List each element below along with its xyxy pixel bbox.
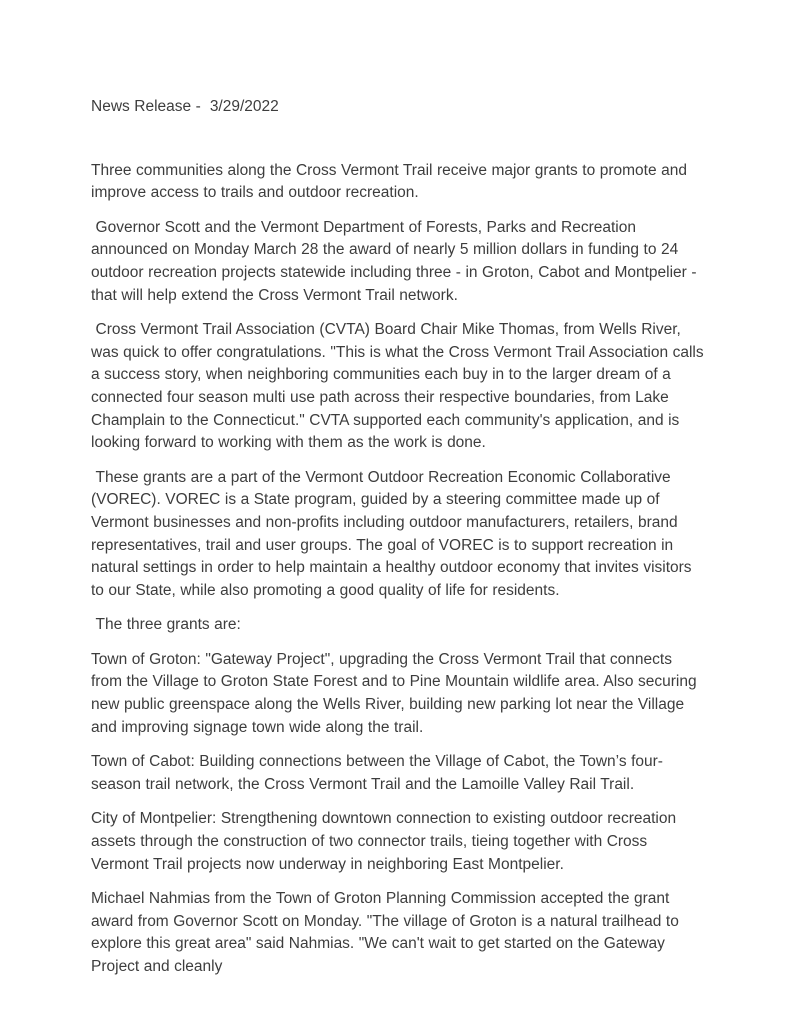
paragraph-town-of-cabot: Town of Cabot: Building connections between the Village of Cabot, the Town’s four-season trail network, the Cross Vermont Trail and the Lamoille Valley Rail Trail. bbox=[91, 753, 663, 793]
paragraph-three-grants-lead: The three grants are: bbox=[91, 616, 241, 634]
document-content bbox=[91, 96, 707, 991]
paragraph-cvta-quote: Cross Vermont Trail Association (CVTA) Board Chair Mike Thomas, from Wells River, was quick to offer congratulations. "This is what the Cross Vermont Trail Association calls a success story, when neighboring communities each buy in to the larger dream of a connected four season multi use path across their respective boundaries, from Lake Champlain to the Connecticut." CVTA supported each community's application, and is looking forward to working with them as the work is done. bbox=[91, 321, 709, 452]
news-release-dateline: News Release - 3/29/2022 bbox=[91, 98, 279, 115]
paragraph-governor-announcement: Governor Scott and the Vermont Department of Forests, Parks and Recreation announced on Monday March 28 the award of nearly 5 million dollars in funding to 24 outdoor recreation projects statewide including three - in Groton, Cabot and Montpelier - that will help extend the Cross Vermont Trail network. bbox=[91, 218, 702, 304]
paragraph-city-of-montpelier: City of Montpelier: Strengthening downtown connection to existing outdoor recreation assets through the construction of two connector trails, tieing together with Cross Vermont Trail projects now underway in neighboring East Montpelier. bbox=[91, 810, 681, 873]
paragraph-intro: Three communities along the Cross Vermont Trail receive major grants to promote and improve access to trails and outdoor recreation. bbox=[91, 161, 692, 202]
paragraph-vorec-description: These grants are a part of the Vermont Outdoor Recreation Economic Collaborative (VOREC). VOREC is a State program, guided by a steering committee made up of Vermont businesses and non-profits including outdoor manufacturers, retailers, brand representatives, trail and user groups. The goal of VOREC is to support recreation in natural settings in order to help maintain a healthy outdoor economy that invites visitors to our State, while also promoting a good quality of life for residents. bbox=[91, 468, 697, 599]
paragraph-town-of-groton: Town of Groton: "Gateway Project", upgrading the Cross Vermont Trail that connects from the Village to Groton State Forest and to Pine Mountain wildlife area. Also securing new public greenspace along the Wells River, building new parking lot near the Village and improving signage town wide along the trail. bbox=[91, 650, 702, 736]
paragraph-nahmias-quote: Michael Nahmias from the Town of Groton Planning Commission accepted the grant award from Governor Scott on Monday. "The village of Groton is a natural trailhead to explore this great area" said Nahmias. "We can't wait to get started on the Gateway Project and cleanly bbox=[91, 890, 684, 975]
